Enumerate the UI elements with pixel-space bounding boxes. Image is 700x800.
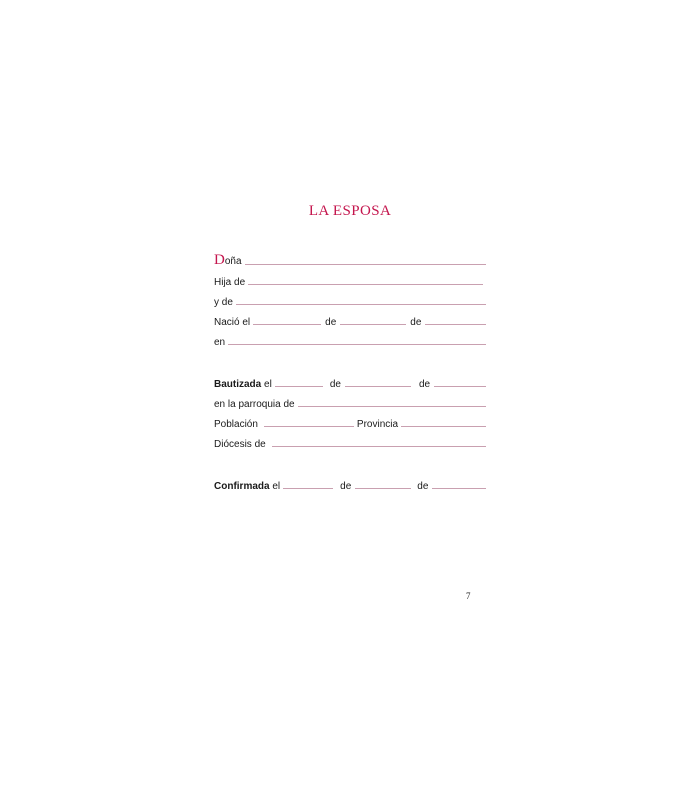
input-line-confirmada-month[interactable] [355,488,411,489]
row-y-de [214,288,486,308]
page-number: 7 [466,591,471,601]
input-line-hija-de[interactable] [248,284,483,285]
row-parroquia [214,390,486,410]
bride-form [214,246,486,492]
label-en: en [214,337,226,348]
input-line-bautizada-year[interactable] [434,386,486,387]
label-dona: Doña [214,252,242,268]
input-line-parroquia[interactable] [298,406,486,407]
label-confirmada: Confirmada el [214,481,281,492]
input-line-bautizada-day[interactable] [275,386,323,387]
row-nacio [214,308,486,328]
page-title: LA ESPOSA [308,203,392,219]
label-confirmada-de-2: de [417,481,429,492]
label-provincia: Provincia [356,419,399,430]
input-line-confirmada-day[interactable] [283,488,333,489]
label-nacio: Nació el [214,317,251,328]
label-confirmada-de-1: de [340,481,352,492]
input-line-dona[interactable] [245,264,486,265]
label-poblacion: Población [214,419,258,430]
row-dona [214,246,486,268]
input-line-bautizada-month[interactable] [345,386,411,387]
label-bautizada-de-1: de [329,379,341,390]
label-y-de: y de [214,297,233,308]
input-line-poblacion[interactable] [264,426,354,427]
row-diocesis [214,430,486,450]
label-parroquia: en la parroquia de [214,399,295,410]
label-bautizada-de-2: de [418,379,431,390]
label-nacio-de-2: de [410,317,422,328]
input-line-nacio-month[interactable] [340,324,406,325]
input-line-confirmada-year[interactable] [432,488,486,489]
label-diocesis: Diócesis de [214,439,266,450]
label-nacio-de-1: de [325,317,337,328]
row-en [214,328,486,348]
label-hija-de: Hija de [214,277,246,288]
input-line-y-de[interactable] [236,304,486,305]
label-bautizada: Bautizada el [214,379,272,390]
row-confirmada [214,472,486,492]
input-line-nacio-day[interactable] [253,324,321,325]
row-bautizada [214,370,486,390]
row-hija-de [214,268,486,288]
input-line-provincia[interactable] [401,426,486,427]
row-poblacion [214,410,486,430]
drop-initial: D [214,252,225,268]
input-line-en[interactable] [228,344,486,345]
input-line-diocesis[interactable] [272,446,486,447]
input-line-nacio-year[interactable] [425,324,486,325]
